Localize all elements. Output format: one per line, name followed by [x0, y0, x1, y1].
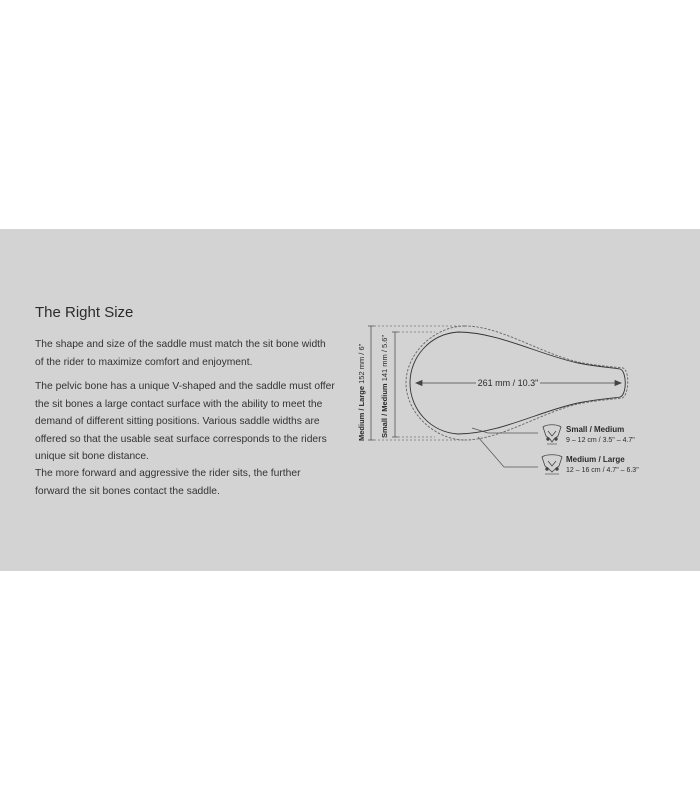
- size-name-small-medium: Small / Medium: [566, 425, 625, 434]
- paragraph-pelvic-bone: The pelvic bone has a unique V-shaped and the saddle must offer the sit bones a large contact surface with the ability to meet the demand of different sitting positions. Various saddle widths are offered so that the usable seat surface corresponds to the riders unique sit bone distance.: [35, 381, 335, 462]
- pelvis-icon-large: [542, 455, 562, 472]
- callout-leaders: [472, 428, 538, 467]
- size-range-medium-large: 12 – 16 cm / 4.7" – 6.3": [566, 467, 639, 474]
- width-label-large: Medium / Large 152 mm / 6": [357, 343, 366, 441]
- width-label-small: Small / Medium 141 mm / 5.6": [380, 334, 389, 438]
- paragraph-riding-position: The more forward and aggressive the rider sits, the further forward the sit bones contact the saddle.: [35, 468, 301, 497]
- section-title: The Right Size: [35, 304, 134, 321]
- saddle-size-diagram: [340, 315, 670, 495]
- pelvis-icon-small: [543, 425, 561, 442]
- size-range-small-medium: 9 – 12 cm / 3.5" – 4.7": [566, 437, 635, 444]
- length-label: 261 mm / 10.3": [477, 378, 539, 388]
- size-name-medium-large: Medium / Large: [566, 455, 625, 464]
- width-bracket-small: [392, 332, 398, 437]
- width-bracket-large: [368, 326, 374, 440]
- paragraph-fit: The shape and size of the saddle must match the sit bone width of the rider to maximize comfort and enjoyment.: [35, 339, 326, 368]
